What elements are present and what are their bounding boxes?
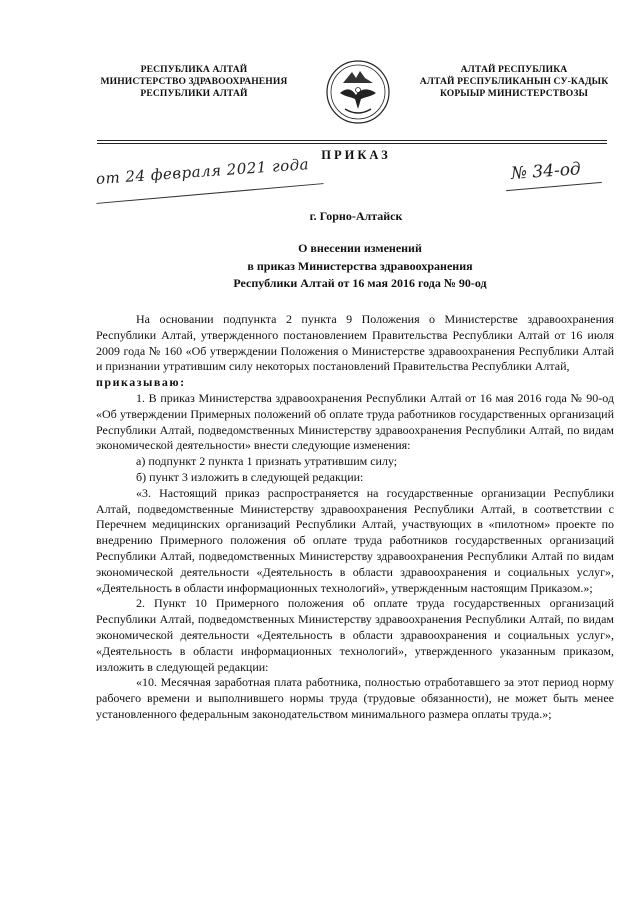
- header-line: МИНИСТЕРСТВО ЗДРАВООХРАНЕНИЯ: [100, 76, 288, 87]
- ministry-header-altai: [398, 64, 630, 100]
- paragraph-subitem-b: б) пункт 3 изложить в следующей редакции:: [136, 469, 364, 484]
- paragraph-preamble: На основании подпункта 2 пункта 9 Положения о Министерстве здравоохранения Республики Алтай, утвержденного постановлением Правительства Республики Алтай от 16 июля 2009 года № 160 «Об утверждении Положения о Министерстве здравоохранения Республики Алтай и признании утратившим силу некоторых постановлений Правительства Республики Алтай,: [96, 312, 614, 374]
- header-line: РЕСПУБЛИКА АЛТАЙ: [140, 64, 248, 75]
- header-divider: [97, 140, 607, 141]
- city-line: г. Горно-Алтайск: [309, 209, 403, 223]
- document-type-heading: ПРИКАЗ: [321, 148, 391, 162]
- ministry-header-russian: [84, 64, 304, 100]
- handwritten-date: от 24 февраля 2021 года: [95, 155, 310, 188]
- handwritten-order-number: № 34-од: [510, 159, 582, 184]
- date-underline: [96, 183, 323, 204]
- order-word: приказываю:: [96, 375, 186, 390]
- header-line: РЕСПУБЛИКИ АЛТАЙ: [140, 88, 248, 99]
- title-line: в приказ Министерства здравоохранения: [247, 258, 473, 273]
- document-title: [180, 240, 540, 293]
- header-line: АЛТАЙ РЕСПУБЛИКА: [460, 64, 568, 75]
- paragraph-quoted-item-3: «3. Настоящий приказ распространяется на государственные организации Республики Алтай, подведомственные Министерству здравоохранения Республики Алтай, в соответствии с Перечнем медицинских организаций Республики Алтай, участвующих в «пилотном» проекте по внедрению Примерного положения об оплате труда работников государственных организаций Республики Алтай, подведомственных Министерству здравоохранения Республики Алтай по видам экономической деятельности «Деятельность в области здравоохранения и социальных услуг», «Деятельность в области информационных технологий», утвержденным настоящим Приказом.»;: [96, 485, 614, 595]
- paragraph-quoted-item-10: «10. Месячная заработная плата работника, полностью отработавшего за этот период норму рабочего времени и выполнившего нормы труда (трудовые обязанности), не может быть менее установленного федеральным законодательством минимального размера оплаты труда.»;: [96, 675, 614, 721]
- header-divider: [97, 143, 607, 144]
- coat-of-arms-emblem-icon: [325, 59, 391, 125]
- paragraph-subitem-a: а) подпункт 2 пункта 1 признать утратившим силу;: [136, 454, 398, 469]
- paragraph-item-1: 1. В приказ Министерства здравоохранения Республики Алтай от 16 мая 2016 года № 90-од «Об утверждении Примерных положений об оплате труда работников государственных организаций Республики Алтай, подведомственных Министерству здравоохранения Республики Алтай, по видам экономической деятельности» внести следующие изменения:: [96, 390, 614, 453]
- title-line: О внесении изменений: [298, 241, 422, 255]
- header-line: КОРЫЫР МИНИСТЕРСТВОЗЫ: [439, 88, 589, 99]
- header-line: АЛТАЙ РЕСПУБЛИКАНЫН СУ-КАДЫК: [419, 76, 609, 87]
- document-body: [96, 312, 614, 723]
- paragraph-item-2: 2. Пункт 10 Примерного положения об оплате труда государственных организаций Республики Алтай, подведомственных Министерству здравоохранения Республики Алтай, по видам экономической деятельности «Деятельность в области здравоохранения и социальных услуг», «Деятельность в области информационных технологий», утвержденного указанным приказом, изложить в следующей редакции:: [96, 596, 614, 674]
- title-line: Республики Алтай от 16 мая 2016 года № 90-од: [233, 276, 487, 290]
